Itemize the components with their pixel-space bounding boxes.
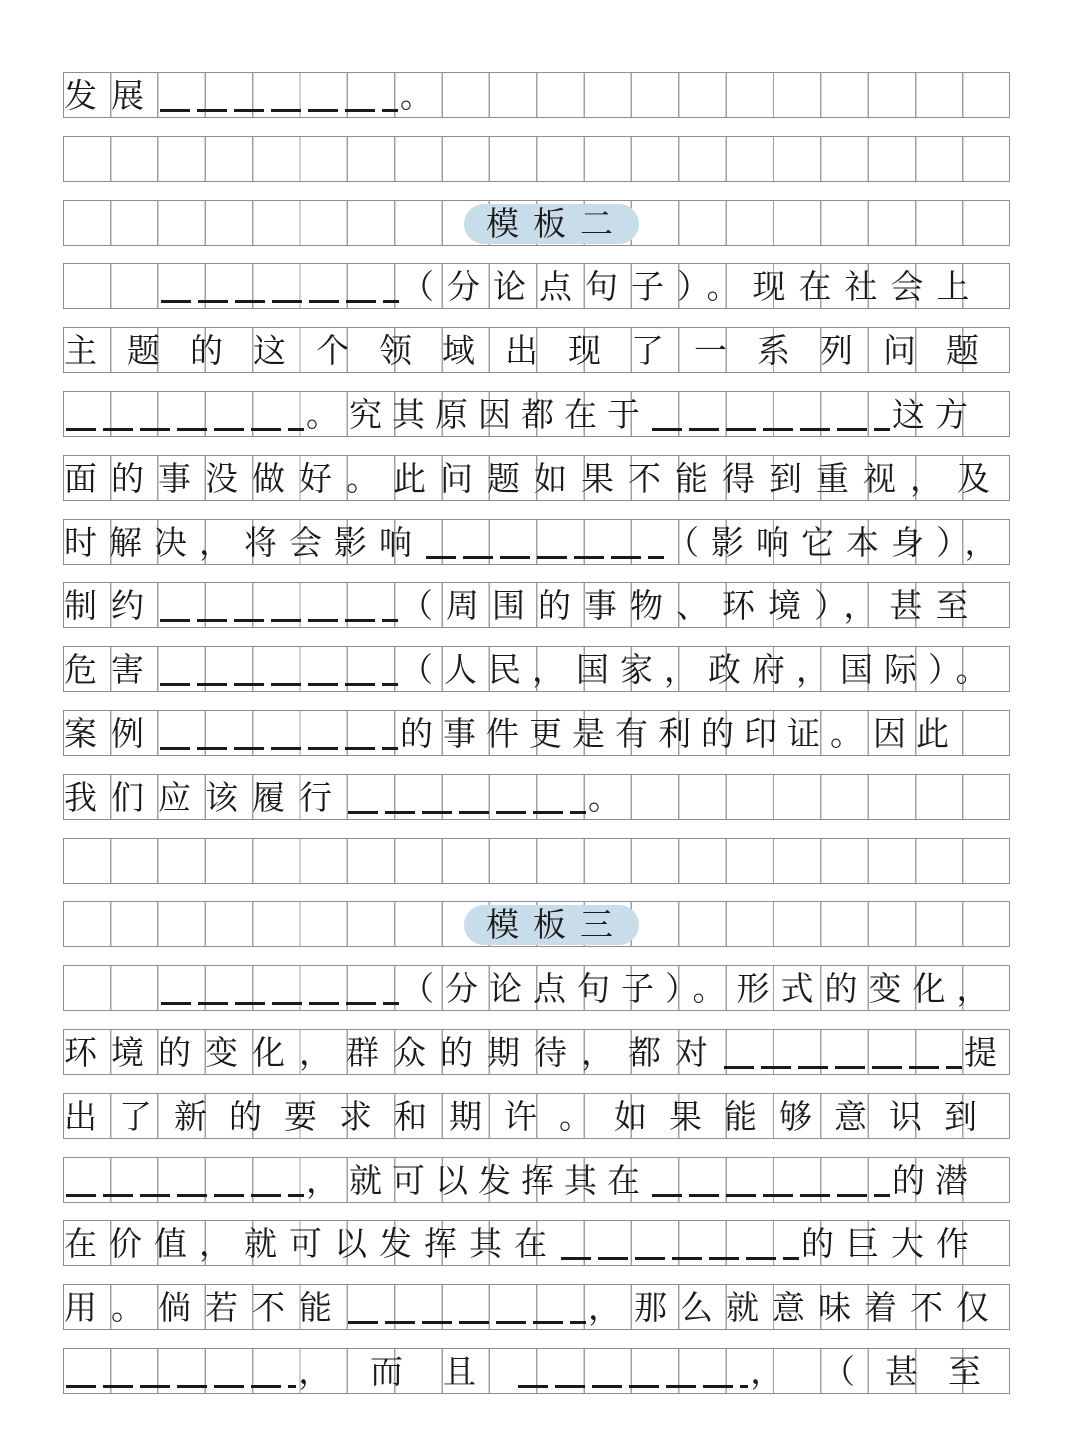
grid-row xyxy=(63,1157,1010,1203)
text-segment: ， xyxy=(298,1352,332,1391)
fill-in-blank[interactable] xyxy=(159,269,401,309)
grid-row xyxy=(63,519,1010,565)
fill-in-blank[interactable] xyxy=(158,78,400,118)
grid-row xyxy=(63,646,1010,692)
text-line xyxy=(64,1349,1011,1395)
text-line xyxy=(64,1221,1011,1267)
grid-row xyxy=(63,263,1010,309)
fill-in-blank[interactable] xyxy=(516,1354,750,1394)
grid-row xyxy=(63,1284,1010,1330)
text-line xyxy=(64,456,1011,502)
fill-in-blank[interactable] xyxy=(559,1226,801,1266)
fill-in-blank[interactable] xyxy=(722,1035,964,1075)
text-segment: （分论点句子）。形式的变化， xyxy=(401,969,1001,1009)
grid-row xyxy=(63,1029,1010,1075)
grid-row xyxy=(63,1093,1010,1139)
fill-in-blank[interactable] xyxy=(64,1163,306,1203)
grid-row xyxy=(63,710,1010,756)
text-segment: 时解决，将会影响 xyxy=(64,522,424,562)
text-segment: 危害 xyxy=(64,650,158,690)
text-line xyxy=(64,775,1011,821)
text-segment: ，就可以发挥其在 xyxy=(306,1160,650,1200)
text-segment: （影响它本身）， xyxy=(666,522,1010,562)
fill-in-blank[interactable] xyxy=(158,652,400,692)
grid-row xyxy=(63,1348,1010,1394)
fill-in-blank[interactable] xyxy=(346,1290,588,1330)
text-segment: 制约 xyxy=(64,586,158,626)
text-segment: 我们应该履行 xyxy=(64,777,346,817)
section-title: 模板二 xyxy=(486,203,627,243)
text-segment: 而且 xyxy=(370,1352,516,1391)
text-line xyxy=(64,647,1011,693)
text-segment: 案例 xyxy=(64,714,158,753)
text-segment: 面的事没做好。此问题如果不能得到重视，及 xyxy=(64,458,1004,498)
text-segment: 用。倘若不能 xyxy=(64,1288,346,1328)
fill-in-blank[interactable] xyxy=(158,588,400,628)
text-segment: 在价值，就可以发挥其在 xyxy=(64,1224,559,1264)
text-segment: 环境的变化，群众的期待，都对 xyxy=(64,1033,722,1072)
fill-in-blank[interactable] xyxy=(159,971,401,1011)
text-line xyxy=(64,1030,1011,1076)
text-line xyxy=(64,73,1011,119)
text-segment: 。 xyxy=(400,76,433,115)
text-segment: （人民，国家，政府，国际）。 xyxy=(400,650,1000,690)
text-segment: 的事件更是有利的印证。因此 xyxy=(400,714,959,753)
text-segment: 。究其原因都在于 xyxy=(306,395,650,434)
grid-row xyxy=(63,72,1010,118)
text-segment: 这方 xyxy=(892,395,978,434)
fill-in-blank[interactable] xyxy=(650,1163,892,1203)
grid-row xyxy=(63,200,1010,246)
text-line xyxy=(64,1094,1011,1140)
fill-in-blank[interactable] xyxy=(64,1354,298,1394)
text-segment: 。 xyxy=(588,777,621,817)
grid-row xyxy=(63,391,1010,437)
text-segment: （周围的事物、环境），甚至 xyxy=(400,586,982,626)
fill-in-blank[interactable] xyxy=(64,397,306,437)
text-line xyxy=(64,583,1011,629)
grid-row xyxy=(63,901,1010,947)
text-line xyxy=(64,1158,1011,1204)
grid-row xyxy=(63,965,1010,1011)
grid-row xyxy=(63,1220,1010,1266)
fill-in-blank[interactable] xyxy=(650,397,892,437)
text-segment: ，那么就意味着不仅 xyxy=(588,1288,1002,1328)
text-segment: 发展 xyxy=(64,76,158,115)
text-line xyxy=(64,392,1011,438)
text-line xyxy=(64,711,1011,757)
text-line xyxy=(64,520,1011,566)
text-segment: 出了新的要求和期许。如果能够意识到 xyxy=(64,1096,999,1136)
text-segment: （甚至 xyxy=(822,1352,1011,1391)
grid-row xyxy=(63,582,1010,628)
section-title: 模板三 xyxy=(486,905,627,945)
grid-row xyxy=(63,327,1010,373)
text-segment: 的潜 xyxy=(892,1160,978,1200)
text-line xyxy=(64,328,1011,374)
text-segment: 的巨大作 xyxy=(801,1224,981,1264)
text-line xyxy=(64,966,1011,1012)
fill-in-blank[interactable] xyxy=(346,780,588,820)
fill-in-blank[interactable] xyxy=(158,716,400,756)
text-segment: 主题的这个领域出现了一系列问题 xyxy=(64,331,1009,371)
grid-row xyxy=(63,455,1010,501)
text-segment: 提 xyxy=(964,1033,997,1072)
fill-in-blank[interactable] xyxy=(424,525,666,565)
grid-row xyxy=(63,136,1010,182)
text-line xyxy=(64,1285,1011,1331)
text-segment: （分论点句子）。现在社会上 xyxy=(401,267,983,307)
grid-row xyxy=(63,838,1010,884)
text-segment: ， xyxy=(750,1352,784,1391)
text-line xyxy=(64,264,1011,310)
grid-row xyxy=(63,774,1010,820)
